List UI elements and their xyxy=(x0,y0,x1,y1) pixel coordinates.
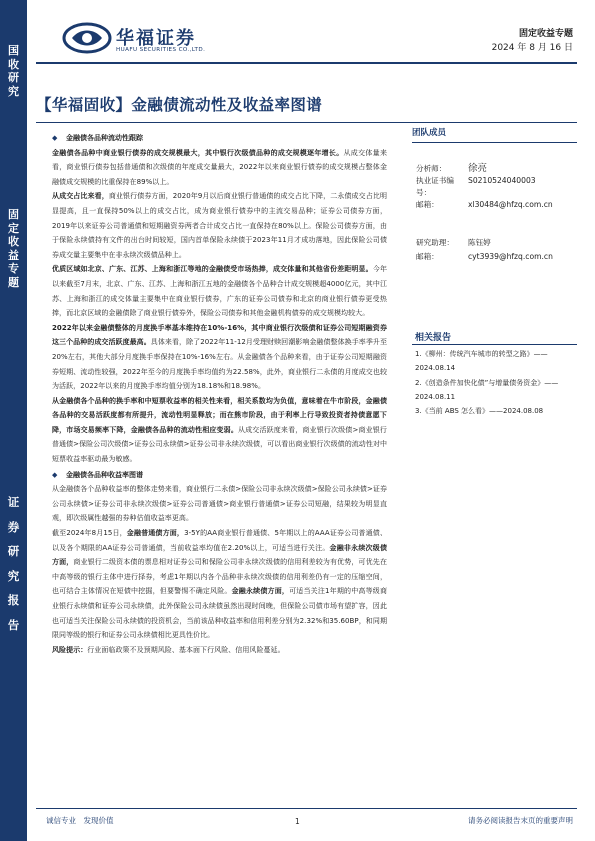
team-rule xyxy=(412,142,577,143)
related-report-link[interactable]: 2.《创造条件加快化债”与增量债务资金》——2024.08.11 xyxy=(415,378,559,401)
analyst-card xyxy=(416,163,553,211)
paragraph xyxy=(52,321,387,394)
paragraph-text: 可适当关注1年期的中高等级商业银行永续债和证券公司永续债，此外保险公司永续债虽然出现时间晚，但保险公司债市场有望扩容，因此也可适当关注保险公司永续债的投资机会，当前该品种收益率和信用利差分别为2.32%和35.60BP，和同期限同等级的银行和证券公司永续债相比更具性价比。 xyxy=(52,587,388,640)
bold-lead: 金融普通债方面， xyxy=(126,529,185,538)
paragraph-text: 截至2024年8月15日， xyxy=(52,529,127,538)
paragraph-text: 从成交体量来看，商业银行债券包括普通债和次级债的年度成交量最大，2022年以来商业银行债券的成交规模占整体金融债成交规模的比重保持在89%以上。 xyxy=(52,148,387,186)
risk-label: 风险提示： xyxy=(52,645,88,654)
diamond-bullet-icon: ◆ xyxy=(52,134,58,142)
analyst-row xyxy=(416,163,553,175)
paragraph: 从金融债各个品种收益率的整体走势来看，商业银行二永债>保险公司非永续次级债>保险公司永续债>证券公司永续债>证券公司非永续次级债>证券公司普通债>商业银行普通债>证券公司短融，结果较为明显直观，即次级属性越强的券种估值收益率更高。 xyxy=(52,485,387,523)
license-row xyxy=(416,175,553,199)
bold-lead: 金融非永续次级债方面， xyxy=(52,543,387,567)
side-label-top: 国 收 研 究 xyxy=(8,44,19,98)
assistant-card xyxy=(416,236,553,264)
paragraph xyxy=(52,526,387,643)
footer-rule xyxy=(36,808,577,809)
main-content xyxy=(52,130,387,657)
paragraph xyxy=(52,262,387,320)
analyst-email-link[interactable]: xl30484@hfzq.com.cn xyxy=(468,200,553,209)
side-label-middle: 固 定 收 益 专 题 xyxy=(8,208,19,289)
side-band xyxy=(0,0,27,841)
section-title: 金融债各品种收益率图谱 xyxy=(66,470,143,479)
risk-text: 行业面临政策不及预期风险、基本面下行风险、信用风险蔓延。 xyxy=(87,645,285,654)
logo-chinese-name: 华福证券 xyxy=(116,28,196,49)
paragraph-text: 商业银行债券方面，2020年9月以后商业银行普通债的成交占比下降，二永债成交占比明显提高，且一直保持50%以上的成交占比，成为商业银行债券中的主流交易品种；证券公司债券方面，2019年以来证券公司普通债和短期融资券两者合计成交占比一直保持在80%以上。保险公司债券方面，由于保险永续债持有文件的出台时间较短，国内首单保险永续债于2023年11月才成功落地，因此保险公司债券成交量主要集中在非永续次级债品种上。 xyxy=(52,192,387,259)
footer-slogan: 诚信专业 发现价值 xyxy=(46,816,114,825)
footer-disclaimer: 请务必阅读报告末页的重要声明 xyxy=(468,816,573,825)
logo-mark-icon xyxy=(62,22,112,54)
related-reports-heading: 相关报告 xyxy=(415,333,452,343)
assistant-email-row xyxy=(416,250,553,264)
analyst-label: 分析师： xyxy=(416,164,447,173)
paragraph-text: 从成交活跃度来看，商业银行次级债>商业银行普通债>保险公司次级债>证券公司永续债>证券公司非永续次级债，可以看出商业银行次级债的流动性对中短票收益率驱动最为敏感。 xyxy=(52,425,387,464)
analyst-name: 徐亮 xyxy=(468,163,488,174)
paragraph xyxy=(52,189,387,262)
bold-lead: 从金融债各个品种的换手率和中短票收益率的相关性来看，相关系数均为负值，意味着在牛市阶段，金融债各品种的交易活跃度都有所提升，流动性明显释放；而在熊市阶段，由于利率上行导致投资者持债意愿下降，市场交易频率下降，金融债各品种的流动性相应变弱。 xyxy=(52,396,387,434)
license-label: 执业证书编号： xyxy=(416,176,454,197)
report-category: 固定收益专题 xyxy=(518,29,573,39)
paragraph-text: 具体来看，除了2022年11-12月受理财赎回潮影响金融债整体换手率季升至20%左右，其他大部分月度换手率保持在10%-16%左右。从金融债各个品种来看，由于证券公司短期融资券短期、流动性较强，2022年至今的月度换手率均值约为22.58%，此外，商业银行二永债的月度成交也较为活跃，2022年以来的月度换手率均值分别为18.18%和18.98%。 xyxy=(52,338,387,391)
paragraph xyxy=(52,394,387,467)
bold-lead: 金融债各品种中商业银行债券的成交规模最大，其中银行次级债品种的成交规模逐年增长。 xyxy=(52,148,344,157)
company-logo xyxy=(62,22,222,60)
title-rule xyxy=(36,122,577,123)
paragraph xyxy=(52,146,387,190)
report-title: 【华福固收】金融债流动性及收益率图谱 xyxy=(36,96,323,114)
email-label: 邮箱： xyxy=(416,200,439,209)
diamond-bullet-icon: ◆ xyxy=(52,470,58,479)
header-rule xyxy=(36,62,577,64)
section-title: 金融债各品种流动性跟踪 xyxy=(66,134,143,142)
paragraph-text: 3-5Y的AA商业银行普通债、5年期以上的AAA证券公司普通债、以及各个期限的AA证券公司普通债，当前收益率均值在2.20%以上，可适当进行关注。 xyxy=(52,529,388,552)
logo-english-name: HUAFU SECURITIES CO.,LTD. xyxy=(116,47,206,53)
related-report-link[interactable]: 3.《当前 ABS 怎么看》——2024.08.08 xyxy=(415,407,544,416)
email-row xyxy=(416,199,553,211)
assistant-label: 研究助理： xyxy=(416,238,454,247)
report-date: 2024 年 8 月 16 日 xyxy=(491,43,573,53)
related-report-link[interactable]: 1.《柳州：传统汽车城市的转型之路》——2024.08.14 xyxy=(415,350,548,373)
section-heading xyxy=(52,131,387,146)
bold-lead: 金融永续债方面， xyxy=(231,587,290,596)
team-heading: 团队成员 xyxy=(412,128,447,138)
assistant-email-link[interactable]: cyt3939@hfzq.com.cn xyxy=(468,252,553,261)
section-heading xyxy=(52,468,387,483)
assistant-row xyxy=(416,236,553,250)
assistant-name: 陈钰婷 xyxy=(468,238,491,247)
bold-lead: 优质区域如北京、广东、江苏、上海和浙江等地的金融债受市场热捧，成交体量和其他省份差距明显。 xyxy=(52,265,373,274)
email-label: 邮箱： xyxy=(416,252,439,261)
bold-lead: 从成交占比来看， xyxy=(52,192,109,201)
header-meta xyxy=(492,27,573,55)
paragraph-text: 商业银行二级资本债的票息相对证券公司和保险公司非永续次级债的信用利差较为有优势，可优先在中高等级的银行主体中进行择券，考虑1年期以内各个品种非永续次级债的信用利差仍有一定的压缩空间，也可结合主体情况在短债中挖掘，但要警惕不确定风险。 xyxy=(52,558,387,596)
side-label-bottom: 证 券 研 究 报 告 xyxy=(7,495,20,632)
risk-warning xyxy=(52,643,387,658)
page-number: 1 xyxy=(295,817,300,826)
bold-lead: 2022年以来金融债整体的月度换手率基本维持在10%-16%，其中商业银行次级债和证券公司短期融资券这三个品种的成交活跃度最高。 xyxy=(52,323,387,347)
related-rule xyxy=(412,344,577,345)
license-number: S0210524040003 xyxy=(468,176,536,185)
paragraph-text: 今年以来截至7月末，北京、广东、江苏、上海和浙江五地的金融债各个品种合计成交规模超4000亿元，其中江苏、上海和浙江的成交体量主要集中在商业银行债券，广东的证券公司债券和北京的商业银行债券更受热捧，而北京区域的金融债除了商业银行债券外，保险公司债券和其他金融机构债券的成交规模均较大。 xyxy=(52,265,387,318)
related-reports-list xyxy=(415,347,580,418)
